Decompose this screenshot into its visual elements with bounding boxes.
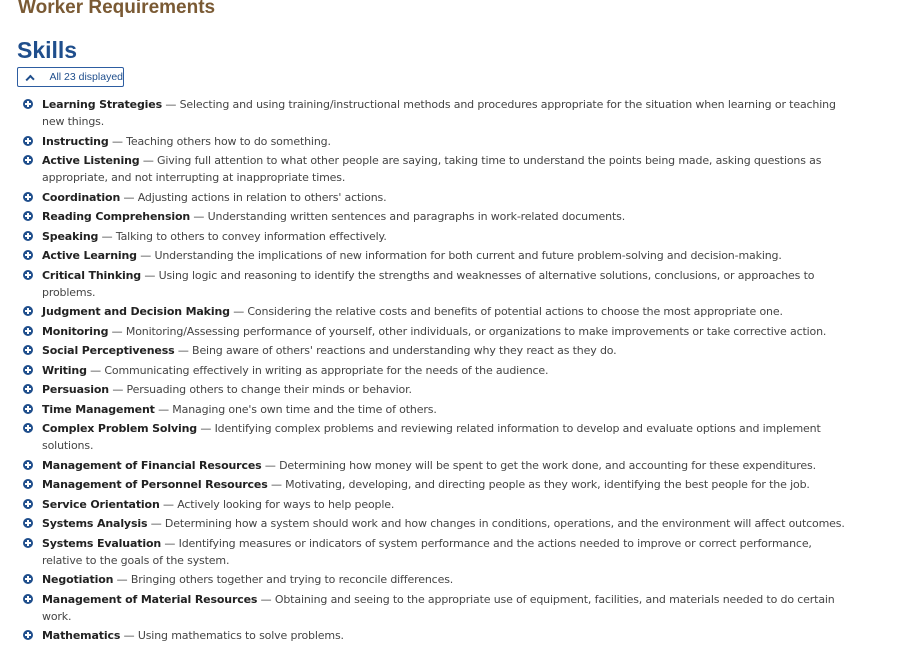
skill-name: Speaking xyxy=(42,229,99,243)
plus-circle-icon[interactable] xyxy=(23,594,33,604)
collapse-toggle-button[interactable] xyxy=(17,67,124,87)
skill-description: Giving full attention to what other people are saying, taking time to understand the points being made, asking questions as appropriate, and not interrupting at inappropriate times. xyxy=(42,154,822,184)
skill-description: Understanding written sentences and paragraphs in work-related documents. xyxy=(207,210,626,223)
plus-circle-icon[interactable] xyxy=(23,423,33,433)
skill-name: Reading Comprehension xyxy=(42,210,191,223)
plus-circle-icon[interactable] xyxy=(23,326,33,336)
skill-description: Determining how a system should work and how changes in conditions, operations, and the environment will affect outcomes. xyxy=(164,517,845,530)
skill-name: Mathematics xyxy=(42,629,121,642)
skill-item xyxy=(22,228,852,245)
skill-description: Motivating, developing, and directing people as they work, identifying the best people for the job. xyxy=(285,478,810,491)
plus-circle-icon[interactable] xyxy=(23,460,33,470)
skill-separator: — xyxy=(161,536,179,550)
skill-separator: — xyxy=(136,249,155,262)
skill-item xyxy=(22,571,852,588)
skill-name: Systems Evaluation xyxy=(42,536,162,550)
skill-description: Communicating effectively in writing as appropriate for the needs of the audience. xyxy=(104,363,549,377)
toggle-label: All 23 displayed xyxy=(49,71,123,83)
plus-circle-icon[interactable] xyxy=(23,250,33,260)
skill-item xyxy=(22,342,852,359)
skill-description: Actively looking for ways to help people. xyxy=(177,497,395,511)
skill-item xyxy=(22,591,852,625)
plus-circle-icon[interactable] xyxy=(23,365,33,375)
skill-item xyxy=(22,208,852,225)
skill-name: Writing xyxy=(42,363,87,377)
skill-separator: — xyxy=(267,478,286,491)
skill-name: Persuasion xyxy=(42,383,109,396)
skill-item xyxy=(22,381,852,398)
skill-description: Bringing others together and trying to reconcile differences. xyxy=(130,573,454,586)
skill-description: Persuading others to change their minds or behavior. xyxy=(126,383,412,396)
skill-item xyxy=(22,189,852,206)
skill-item xyxy=(22,267,852,301)
skill-item xyxy=(22,535,852,569)
skill-item xyxy=(22,362,852,379)
skills-heading: Skills xyxy=(17,37,78,63)
skill-description: Selecting and using training/instructional methods and procedures appropriate for the situation when learning or teaching new things. xyxy=(42,98,836,128)
plus-circle-icon[interactable] xyxy=(23,99,33,109)
skill-item xyxy=(22,303,852,320)
skill-description: Using logic and reasoning to identify the strengths and weaknesses of alternative solutions, conclusions, or approaches to problems. xyxy=(42,268,815,299)
skill-description: Understanding the implications of new information for both current and future problem-solving and decision-making. xyxy=(154,249,782,262)
skill-separator: — xyxy=(257,592,275,606)
skill-separator: — xyxy=(162,98,180,111)
skill-name: Critical Thinking xyxy=(42,268,142,282)
skill-name: Management of Personnel Resources xyxy=(42,478,268,491)
skill-name: Service Orientation xyxy=(42,497,160,511)
skill-name: Systems Analysis xyxy=(42,517,148,530)
skill-item xyxy=(22,247,852,264)
skill-separator: — xyxy=(98,229,116,243)
skill-name: Learning Strategies xyxy=(42,98,163,111)
skill-item xyxy=(22,152,852,186)
skill-description: Identifying measures or indicators of system performance and the actions needed to improve or correct performance, relative to the goals of the system. xyxy=(42,536,812,567)
plus-circle-icon[interactable] xyxy=(23,155,33,165)
skill-separator: — xyxy=(120,190,138,204)
skill-separator: — xyxy=(86,363,105,377)
skill-item xyxy=(22,515,852,532)
skill-item xyxy=(22,457,852,474)
chevron-up-icon xyxy=(25,74,35,84)
skill-separator: — xyxy=(174,344,193,357)
skill-name: Instructing xyxy=(42,134,109,148)
skill-item xyxy=(22,420,852,454)
section-heading-worker-requirements: Worker Requirements xyxy=(18,0,216,18)
skill-item xyxy=(22,133,852,150)
skill-description: Monitoring/Assessing performance of yourself, other individuals, or organizations to make improvements or take corrective action. xyxy=(125,324,827,338)
skill-description: Obtaining and seeing to the appropriate use of equipment, facilities, and materials needed to do certain work. xyxy=(42,592,835,623)
plus-circle-icon[interactable] xyxy=(23,630,33,640)
skill-separator: — xyxy=(141,268,159,282)
plus-circle-icon[interactable] xyxy=(23,479,33,489)
skill-description: Adjusting actions in relation to others' actions. xyxy=(137,190,387,204)
skill-separator: — xyxy=(113,573,131,586)
skill-name: Coordination xyxy=(42,190,121,204)
skill-description: Identifying complex problems and reviewing related information to develop and evaluate options and implement solutions. xyxy=(42,422,821,452)
skill-item xyxy=(22,627,852,644)
skill-name: Social Perceptiveness xyxy=(42,344,175,357)
plus-circle-icon[interactable] xyxy=(23,231,33,241)
skill-separator: — xyxy=(108,324,126,338)
skill-separator: — xyxy=(190,210,208,223)
skills-list xyxy=(22,96,852,647)
plus-circle-icon[interactable] xyxy=(23,136,33,146)
skill-name: Management of Financial Resources xyxy=(42,458,262,472)
plus-circle-icon[interactable] xyxy=(23,345,33,355)
plus-circle-icon[interactable] xyxy=(23,192,33,202)
plus-circle-icon[interactable] xyxy=(23,404,33,414)
skill-name: Negotiation xyxy=(42,573,114,586)
skill-description: Managing one's own time and the time of others. xyxy=(172,402,437,416)
skill-separator: — xyxy=(154,402,173,416)
skill-description: Using mathematics to solve problems. xyxy=(137,629,344,642)
skill-separator: — xyxy=(229,305,248,318)
plus-circle-icon[interactable] xyxy=(23,574,33,584)
skill-separator: — xyxy=(197,422,215,435)
skill-separator: — xyxy=(108,383,127,396)
skill-name: Monitoring xyxy=(42,324,109,338)
skill-description: Teaching others how to do something. xyxy=(126,134,331,148)
plus-circle-icon[interactable] xyxy=(23,270,33,280)
skill-separator: — xyxy=(108,134,127,148)
plus-circle-icon[interactable] xyxy=(23,499,33,509)
skill-description: Considering the relative costs and benefits of potential actions to choose the most appropriate one. xyxy=(247,305,783,318)
skill-description: Being aware of others' reactions and understanding why they react as they do. xyxy=(192,344,617,357)
skill-separator: — xyxy=(120,629,138,642)
plus-circle-icon[interactable] xyxy=(23,538,33,548)
skill-name: Judgment and Decision Making xyxy=(42,305,230,318)
skill-item xyxy=(22,323,852,340)
skill-description: Talking to others to convey information effectively. xyxy=(115,229,387,243)
plus-circle-icon[interactable] xyxy=(23,211,33,221)
skill-item xyxy=(22,496,852,513)
plus-circle-icon[interactable] xyxy=(23,518,33,528)
skill-name: Complex Problem Solving xyxy=(42,422,198,435)
skill-item xyxy=(22,96,852,130)
skill-separator: — xyxy=(147,517,165,530)
skill-separator: — xyxy=(261,458,280,472)
skill-name: Time Management xyxy=(42,402,155,416)
skill-name: Active Learning xyxy=(42,249,137,262)
skill-name: Active Listening xyxy=(42,154,140,167)
skill-name: Management of Material Resources xyxy=(42,592,258,606)
skill-separator: — xyxy=(139,154,158,167)
skill-item xyxy=(22,476,852,493)
skill-separator: — xyxy=(159,497,178,511)
plus-circle-icon[interactable] xyxy=(23,384,33,394)
plus-circle-icon[interactable] xyxy=(23,306,33,316)
skill-item xyxy=(22,401,852,418)
skill-description: Determining how money will be spent to get the work done, and accounting for these expenditures. xyxy=(279,458,816,472)
